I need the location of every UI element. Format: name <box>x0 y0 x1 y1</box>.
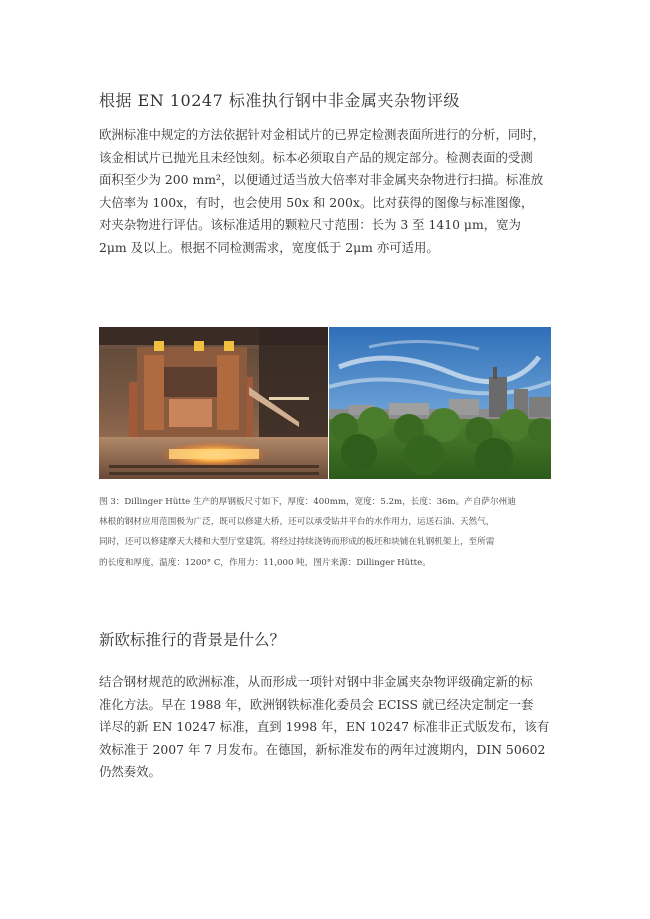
figure-3 <box>99 327 551 479</box>
paragraph-line: 准化方法。早在 1988 年，欧洲钢铁标准化委员会 ECISS 就已经决定制定一套 <box>99 696 534 712</box>
paragraph-line: 大倍率为 100x，有时，也会使用 50x 和 200x。比对获得的图像与标准图像， <box>99 194 534 210</box>
rolling-mill-photo <box>99 327 328 479</box>
paragraph-line: 面积至少为 200 mm²，以便通过适当放大倍率对非金属夹杂物进行扫描。标准放 <box>99 172 544 188</box>
paragraph-line: 2μm 及以上。根据不同检测需求，宽度低于 2μm 亦可适用。 <box>99 239 439 255</box>
paragraph-line: 仍然奏效。 <box>99 764 161 780</box>
paragraph-line: 结合钢材规范的欧洲标准，从而形成一项针对钢中非金属夹杂物评级确定新的标 <box>99 674 533 689</box>
paragraph-line: 效标准于 2007 年 7 月发布。在德国，新标准发布的两年过渡期内，DIN 50602 <box>99 741 546 757</box>
paragraph-line: 详尽的新 EN 10247 标准，直到 1998 年，EN 10247 标准非正式版发布，该有 <box>99 719 550 735</box>
paragraph-background <box>99 671 559 784</box>
paragraph-method <box>99 124 559 260</box>
paragraph-line: 该金相试片已抛光且未经蚀刻。标本必须取自产品的规定部分。检测表面的受测 <box>99 149 533 165</box>
section-heading-en10247: 根据 EN 10247 标准执行钢中非金属夹杂物评级 <box>99 91 460 110</box>
paragraph-line: 欧洲标准中规定的方法依据针对金相试片的已界定检测表面所进行的分析，同时， <box>99 127 546 142</box>
section-heading-background: 新欧标推行的背景是什么？ <box>99 631 286 649</box>
caption-line: 同时，还可以修建摩天大楼和大型厅堂建筑。将经过持续浇铸而形成的板坯和块铺在轧钢机架上，至所需 <box>99 537 495 548</box>
steel-plant-photo <box>329 327 551 479</box>
caption-line: 图 3：Dillinger Hütte 生产的厚钢板尺寸如下，厚度：400mm，宽度：5.2m，长度：36m。产自萨尔州迪 <box>99 497 516 507</box>
caption-line: 的长度和厚度，温度：1200° C，作用力：11,000 吨，图片来源：Dillinger Hütte。 <box>99 557 431 568</box>
paragraph-line: 对夹杂物进行评估。该标准适用的颗粒尺寸范围：长为 3 至 1410 μm，宽为 <box>99 217 521 233</box>
figure-caption <box>99 492 559 573</box>
caption-line: 林根的钢材应用范围极为广泛，既可以修建大桥，还可以承受钻井平台的水作用力，运送石油、天然气， <box>99 517 495 528</box>
